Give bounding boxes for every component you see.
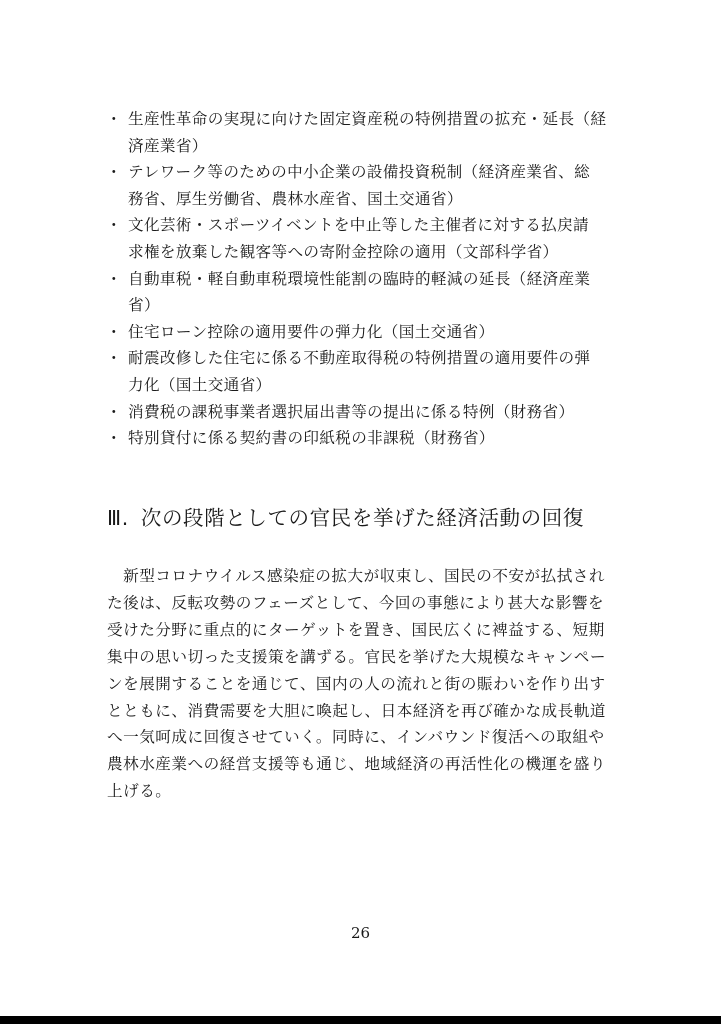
list-item <box>100 106 640 159</box>
list-item-text: 省） <box>128 296 160 315</box>
list-item-text: 特別貸付に係る契約書の印紙税の非課税（財務省） <box>128 429 495 448</box>
list-item-text: 求権を放棄した観客等への寄附金控除の適用（文部科学省） <box>128 242 559 261</box>
bullet-mark: ・ <box>106 402 122 421</box>
tax-measures-list <box>100 106 640 452</box>
list-item-text: 文化芸術・スポーツイベントを中止等した主催者に対する払戻請 <box>128 216 589 235</box>
bullet-mark: ・ <box>106 429 122 448</box>
paragraph-line: へ一気呵成に回復させていく。同時に、インバウンド復活への取組や <box>107 728 605 747</box>
bullet-mark: ・ <box>106 110 122 128</box>
list-item-text: 力化（国土交通省） <box>128 375 272 394</box>
section-number: Ⅲ. <box>107 506 129 530</box>
list-item-text: 務省、厚生労働省、農林水産省、国土交通省） <box>128 189 463 208</box>
bullet-mark: ・ <box>106 269 122 288</box>
list-item <box>100 159 640 212</box>
paragraph-line: とともに、消費需要を大胆に喚起し、日本経済を再び確かな成長軌道 <box>107 701 606 720</box>
bullet-mark: ・ <box>106 322 122 341</box>
list-item <box>100 212 640 265</box>
list-item-text: 住宅ローン控除の適用要件の弾力化（国土交通省） <box>128 322 495 341</box>
list-item-text: 自動車税・軽自動車税環境性能割の臨時的軽減の延長（経済産業 <box>128 269 591 288</box>
paragraph-line: 新型コロナウイルス感染症の拡大が収束し、国民の不安が払拭され <box>107 567 605 585</box>
paragraph-line: た後は、反転攻勢のフェーズとして、今回の事態により甚大な影響を <box>107 593 605 612</box>
page-bottom-edge <box>0 1016 721 1024</box>
bullet-mark: ・ <box>106 163 122 182</box>
section-title: 次の段階としての官民を挙げた経済活動の回復 <box>140 506 584 530</box>
list-item-text: テレワーク等のための中小企業の設備投資税制（経済産業省、総 <box>128 163 591 182</box>
list-item-text: 消費税の課税事業者選択届出書等の提出に係る特例（財務省） <box>128 402 575 421</box>
paragraph-line: 上げる。 <box>107 782 172 801</box>
list-item <box>100 425 640 452</box>
list-item <box>100 399 640 426</box>
list-item <box>100 319 640 346</box>
paragraph-line: 農林水産業への経営支援等も通じ、地域経済の再活性化の機運を盛り <box>107 755 606 774</box>
section-heading <box>107 503 637 533</box>
paragraph-line: ンを展開することを通じて、国内の人の流れと街の賑わいを作り出す <box>107 674 606 693</box>
bullet-mark: ・ <box>106 349 122 368</box>
paragraph-line: 集中の思い切った支援策を講ずる。官民を挙げた大規模なキャンペー <box>107 647 606 666</box>
list-item <box>100 266 640 319</box>
list-item-text: 耐震改修した住宅に係る不動産取得税の特例措置の適用要件の弾 <box>128 349 591 368</box>
page-number: 26 <box>350 924 371 942</box>
list-item-text: 生産性革命の実現に向けた固定資産税の特例措置の拡充・延長（経 <box>128 110 607 128</box>
list-item <box>100 345 640 398</box>
list-item-text: 済産業省） <box>128 136 208 155</box>
bullet-mark: ・ <box>106 216 122 235</box>
paragraph-line: 受けた分野に重点的にターゲットを置き、国民広くに裨益する、短期 <box>107 620 605 639</box>
body-paragraph <box>107 563 637 805</box>
